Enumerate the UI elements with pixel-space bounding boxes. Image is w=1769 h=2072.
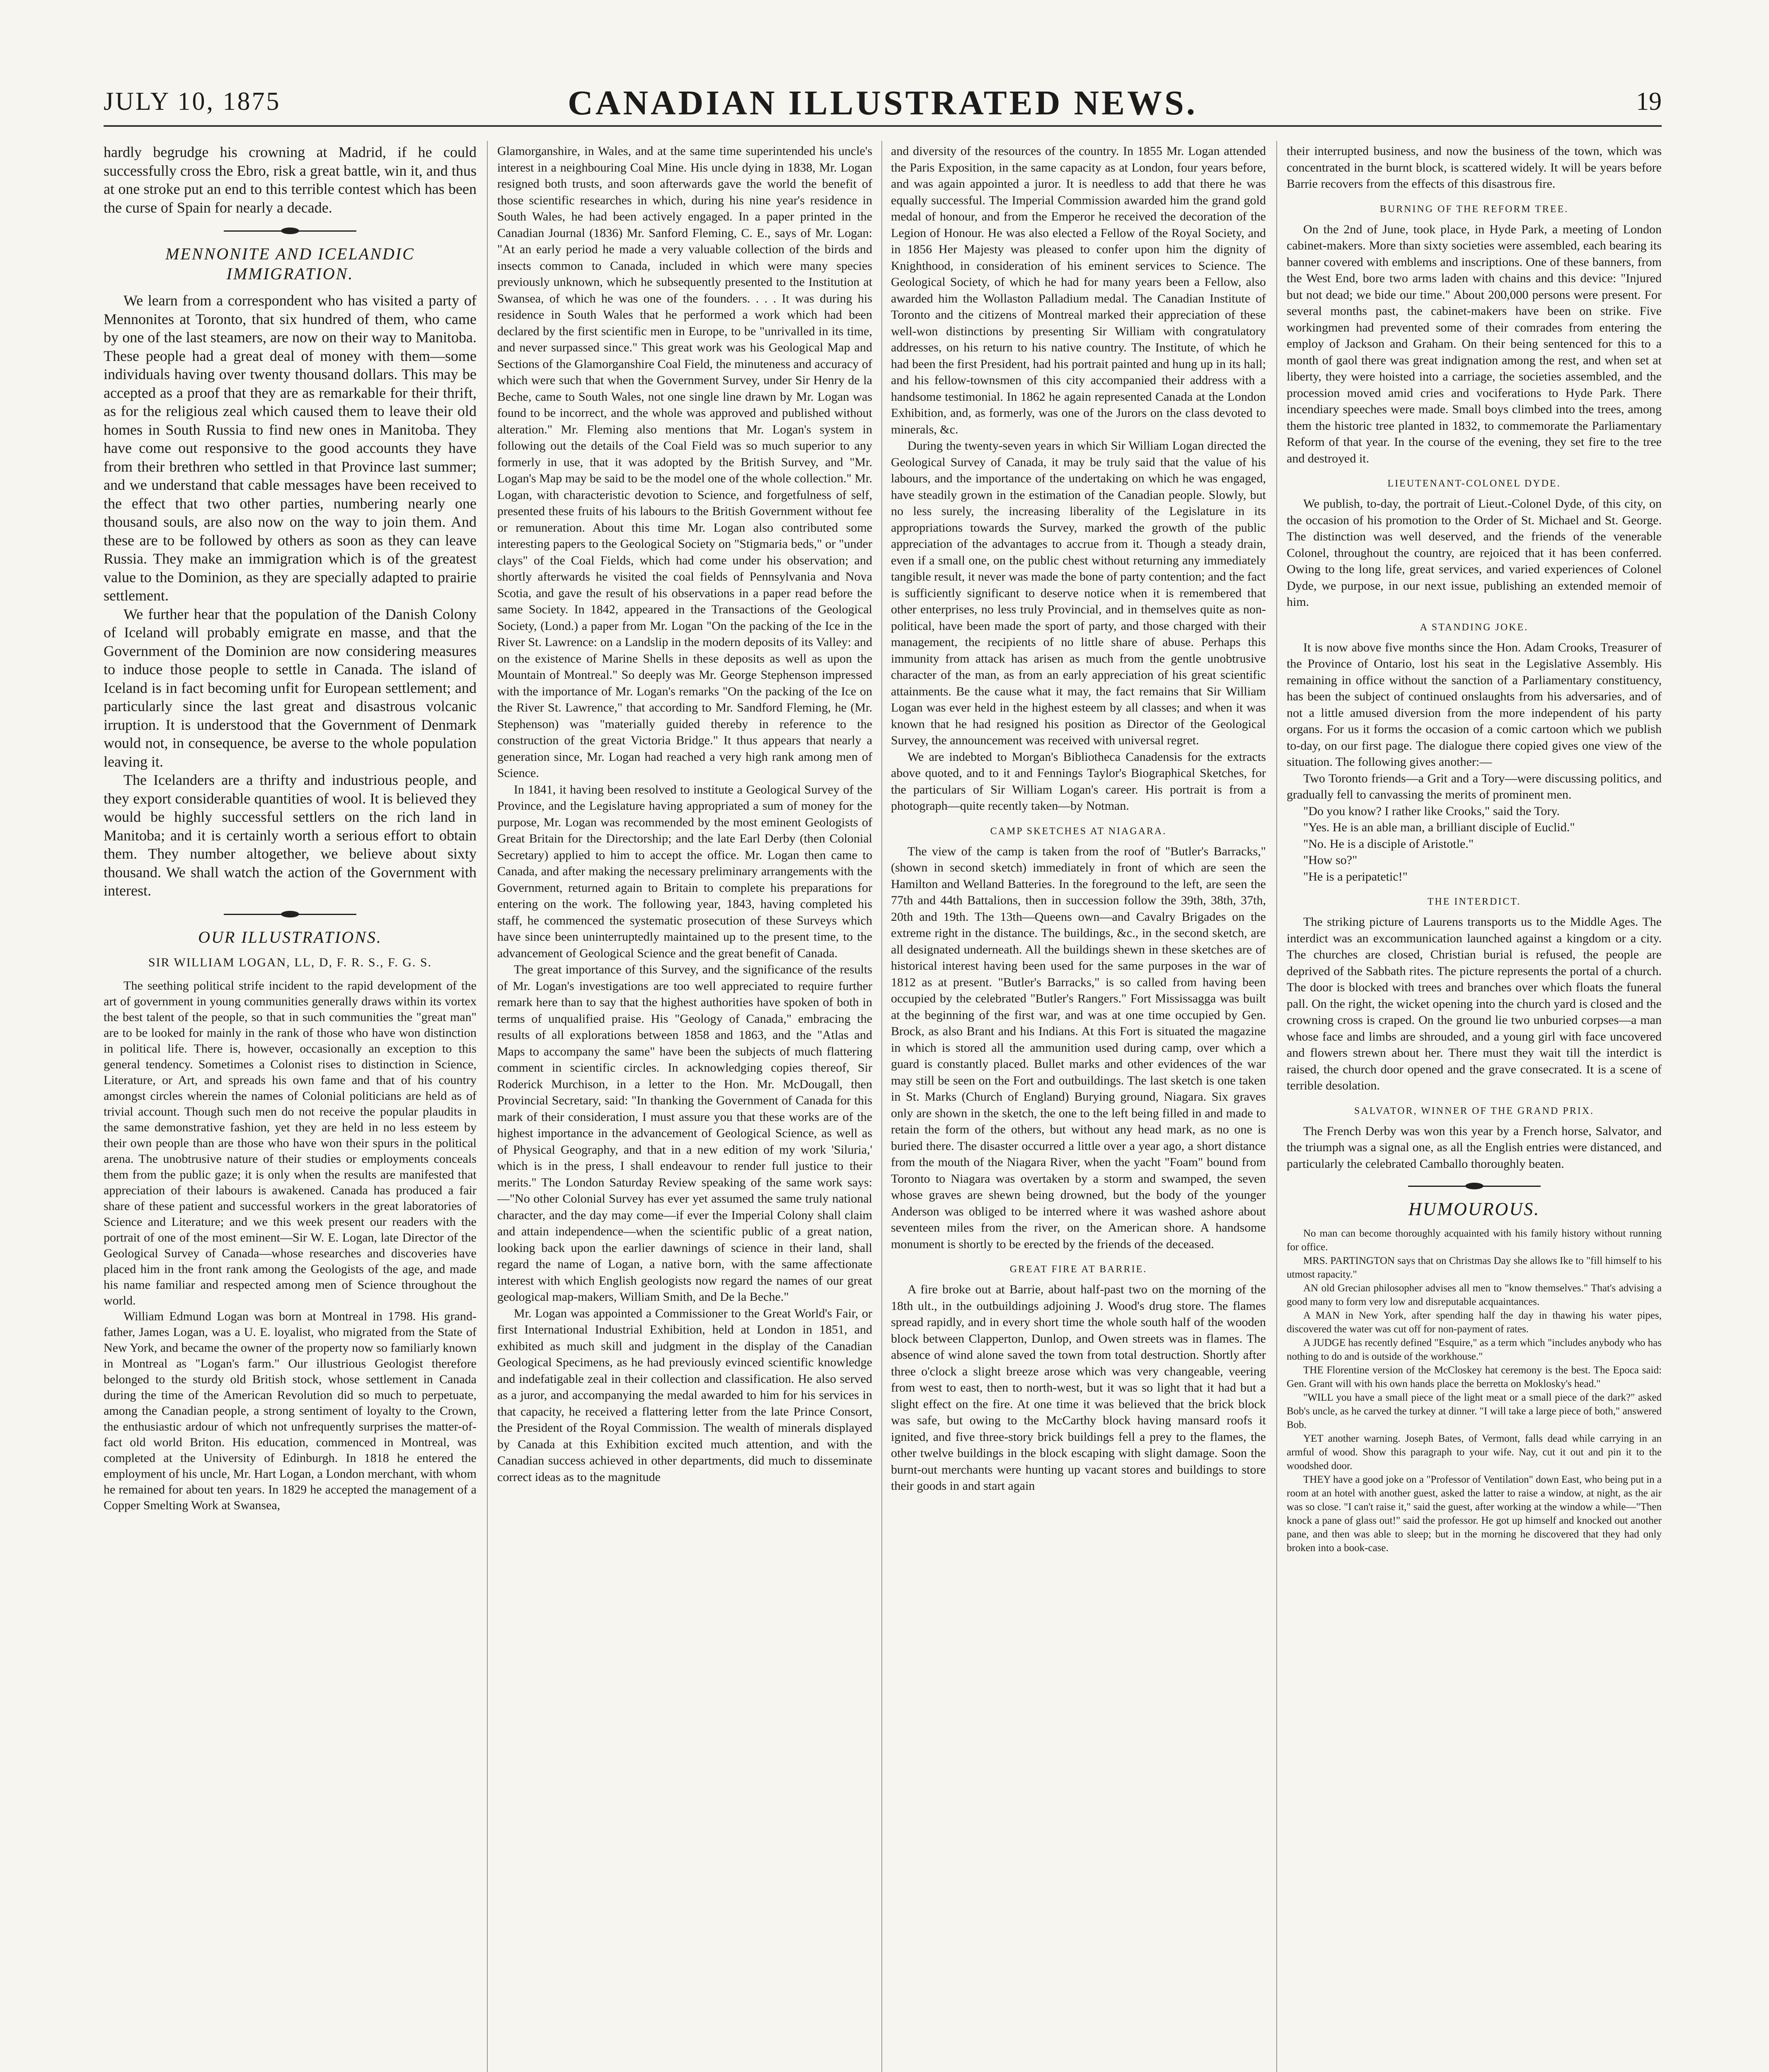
barrie-fire-heading: GREAT FIRE AT BARRIE. bbox=[1009, 1264, 1147, 1275]
paragraph: We publish, to-day, the portrait of Lieut.-Colonel Dyde, of this city, on the occasion of his promotion to the Order of St. Michael and St. George. The distinction was well deserved, and the friends of the venerable Colonel, throughout the country, are rejoiced that it has been conferred. Owing to the long life, great services, and varied experiences of Colonel Dyde, we purpose, in our next issue, publishing an extended memoir of him. bbox=[1287, 497, 1662, 609]
reform-tree-heading: BURNING OF THE REFORM TREE. bbox=[1379, 203, 1569, 215]
dialogue-line: "How so?" bbox=[1303, 853, 1358, 867]
paragraph: We are indebted to Morgan's Bibliotheca Canadensis for the extracts above quoted, and to it and Fennings Taylor's Biographical Sketches, for the particulars of Sir William Logan's career. His portrait is from a photograph—quite recently taken—by Notman. bbox=[891, 750, 1266, 813]
column-2 bbox=[497, 143, 872, 2072]
section-ornament bbox=[224, 228, 356, 234]
column-3 bbox=[891, 143, 1266, 2072]
paragraph: On the 2nd of June, took place, in Hyde Park, a meeting of London cabinet-makers. More than sixty societies were assembled, each bearing its banner covered with emblems and inscriptions. One of these banners, from the West End, bore two arms laden with chains and this device: "Injured but not dead; we bide our time." About 200,000 persons were present. For several months past, the cabinet-makers have been on strike. Five workingmen had prevented some of their comrades from entering the employ of Jackson and Graham. On their being sentenced for this to a month of gaol there was great indignation among the rest, and when set at liberty, they were hoisted into a carriage, the societies assembled, and the procession moved amid cries and vociferations to Hyde Park. There incendiary speeches were made. Small boys climbed into the trees, among them the historic tree planted in 1832, to commemorate the Parliamentary Reform of that year. In the course of the evening, they set fire to the tree and destroyed it. bbox=[1287, 222, 1662, 465]
humourous-heading: HUMOUROUS. bbox=[1408, 1199, 1540, 1219]
humour-item: THEY have a good joke on a "Professor of Ventilation" down East, who being put in a room at an hotel with another guest, asked the latter to raise a window, at night, as the air was so close. "I can't raise it," said the guest, after working at the window a while—"Then knock a pane of glass out!" said the professor. He got up himself and knocked out another pane, and then was able to sleep; but in the morning he discovered that they had only broken into a book-case. bbox=[1287, 1474, 1662, 1554]
page-number: 19 bbox=[1636, 87, 1662, 116]
paragraph: Two Toronto friends—a Grit and a Tory—were discussing politics, and gradually fell to canvassing the merits of prominent men. bbox=[1287, 771, 1662, 801]
dialogue-line: "Do you know? I rather like Crooks," said the Tory. bbox=[1303, 804, 1560, 818]
masthead-rule bbox=[104, 125, 1662, 127]
section-ornament bbox=[1408, 1183, 1541, 1189]
paragraph: William Edmund Logan was born at Montreal in 1798. His grand-father, James Logan, was a U. E. loyalist, who migrated from the State of New York, and became the owner of the property now so familiarly known in Montreal as "Logan's farm." Our illustrious Geologist therefore belonged to the sturdy old British stock, whose settlement in Canada during the time of the American Revolution did so much to perpetuate, among the Canadian people, a strong sentiment of loyalty to the Crown, the enthusiastic ardour of which not unfrequently surprises the matter-of-fact old world Briton. His education, commenced in Montreal, was completed at the University of Edinburgh. In 1818 he entered the employment of his uncle, Mr. Hart Logan, a London merchant, with whom he remained for about ten years. In 1829 he accepted the management of a Copper Smelting Work at Swansea, bbox=[104, 1309, 477, 1512]
paragraph: During the twenty-seven years in which Sir William Logan directed the Geological Survey of Canada, it may be truly said that the value of his labours, and the importance of the undertaking on which he was engaged, have steadily grown in the estimation of the Canadian people. Slowly, but no less surely, the increasing liberality of the Legislature in its appropriations towards the Survey, marked the growth of the public appreciation of the advantages to accrue from it. Though a steady drain, even if a small one, on the public chest without returning any immediately tangible result, it never was made the bone of party contention; and the fact is sufficiently significant to deserve notice when it is remembered that other enterprises, no less truly Provincial, and in themselves quite as non-political, have been made the sport of party, and those charged with their management, the recipients of no little share of abuse. Perhaps this immunity from attack has arisen as much from the gentle unobtrusive character of the man, as from an early appreciation of his great scientific attainments. Be the cause what it may, the fact remains that Sir William Logan was ever held in the highest esteem by all classes; and when it was known that he had resigned his position as Director of the Geological Survey, the announcement was received with universal regret. bbox=[891, 439, 1266, 747]
issue-date: JULY 10, 1875 bbox=[104, 87, 281, 116]
illustrations-heading: OUR ILLUSTRATIONS. bbox=[198, 927, 382, 946]
dyde-heading: LIEUTENANT-COLONEL DYDE. bbox=[1387, 478, 1561, 489]
paragraph: In 1841, it having been resolved to institute a Geological Survey of the Province, and the Legislature having appropriated a sum of money for the purpose, Mr. Logan was recommended by the most eminent Geologists of Great Britain for the Directorship; and the late Earl Derby (then Colonial Secretary) applied to him to accept the office. Mr. Logan then came to Canada, and after making the necessary preliminary arrangements with the Government, returned again to Britain to complete his preparations for entering on the work. The following year, 1843, having completed his staff, he commenced the systematic prosecution of these Surveys which have since been uninterruptedly maintained up to the present time, to the advancement of Geological Science and the great benefit of Canada. bbox=[497, 782, 872, 960]
paragraph: The Icelanders are a thrifty and industrious people, and they export considerable quantities of wool. It is believed they would be highly successful settlers on the rich land in Manitoba; and it is certainly worth a serious effort to obtain them. They number altogether, we believe about sixty thousand. We shall watch the action of the Government with interest. bbox=[104, 772, 477, 899]
dialogue-line: "He is a peripatetic!" bbox=[1303, 869, 1408, 884]
paragraph: Mr. Logan was appointed a Commissioner to the Great World's Fair, or first International Industrial Exhibition, held at London in 1851, and exhibited as much skill and judgment in the display of the Canadian Geological Specimens, as he had previously evinced scientific knowledge and indefatigable zeal in their collection and classification. He also served as a juror, and accompanying the medal awarded to him for his services in that capacity, he received a flattering letter from the late Prince Consort, the President of the Royal Commission. The wealth of minerals displayed by Canada at this Exhibition excited much attention, and with the Canadian success achieved in other departments, did much to disseminate correct ideas as to the magnitude bbox=[497, 1306, 872, 1484]
paragraph: A fire broke out at Barrie, about half-past two on the morning of the 18th ult., in the outbuildings adjoining J. Wood's drug store. The flames spread rapidly, and in every short time the whole south half of the wooden block between Clapperton, Dunlop, and Owen streets was in flames. The absence of wind alone saved the town from total destruction. Shortly after three o'clock a slight breeze arose which was very changeable, veering from west to east, then to north-west, but it was so light that it had but a slight effect on the fire. At one time it was believed that the brick block was safe, but owing to the McCarthy block having mansard roofs it ignited, and five three-story brick buildings fell a prey to the flames, the other twelve buildings in the block escaping with slight damage. Soon the burnt-out merchants were hunting up vacant stores and buildings to store their goods in and start again bbox=[891, 1283, 1266, 1493]
humour-item: AN old Grecian philosopher advises all men to "know themselves." That's advising a good many to form very low and disreputable acquaintances. bbox=[1287, 1283, 1662, 1307]
humour-item: THE Florentine version of the McCloskey hat ceremony is the best. The Epoca said: Gen. Grant will with his own hands place the berretta on Moklosky's head." bbox=[1287, 1365, 1662, 1389]
paragraph: The striking picture of Laurens transports us to the Middle Ages. The interdict was an excommunication launched against a kingdom or a city. The churches are closed, Christian burial is refused, the people are deprived of the Sabbath rites. The picture represents the portal of a church. The door is blocked with trees and branches over which floats the funeral pall. On the right, the wicket opening into the church yard is closed and the crowning cross is craped. On the ground lie two unburied corpses—a man whose face and limbs are shrouded, and a young girl with face uncovered and flowers strewn about her. There must they wait till the interdict is raised, the church door opened and the grave consecrated. It is a scene of terrible desolation. bbox=[1287, 915, 1662, 1092]
paragraph: The great importance of this Survey, and the significance of the results of Mr. Logan's investigations are too well appreciated to require further remark here than to say that the highest authorities have spoken of both in terms of unqualified praise. His "Geology of Canada," embracing the results of all explorations between 1858 and 1863, and the "Atlas and Maps to accompany the same" have been the subjects of much flattering comment in scientific circles. In acknowledging copies thereof, Sir Roderick Murchison, in a letter to the Hon. Mr. McDougall, then Provincial Secretary, said: "In thanking the Government of Canada for this mark of their consideration, I must assure you that these works are of the highest importance in the advancement of Geological Science, as well as of Physical Geography, and that in a new edition of my work 'Siluria,' which is in the press, I shall endeavour to render full justice to their merits." The London Saturday Review speaking of the same work says:—"No other Colonial Survey has ever yet assumed the same truly national character, and the day may come—if ever the Imperial Colony shall claim and attain independence—when the scientific public of a great nation, looking back upon the earlier dawnings of science in their land, shall regard the name of Logan, a native born, with the same affectionate interest with which English geologists now regard the names of our great geological map-makers, William Smith, and De la Beche." bbox=[497, 963, 872, 1304]
humour-item: "WILL you have a small piece of the light meat or a small piece of the dark?" asked Bob's uncle, as he carved the turkey at dinner. "I will take a large piece of both," answered Bob. bbox=[1287, 1392, 1662, 1431]
camp-sketches-heading: CAMP SKETCHES AT NIAGARA. bbox=[990, 825, 1167, 837]
column-4 bbox=[1287, 143, 1662, 2072]
salvator-heading: SALVATOR, WINNER OF THE GRAND PRIX. bbox=[1354, 1105, 1595, 1116]
standing-joke-heading: A STANDING JOKE. bbox=[1420, 622, 1529, 633]
interdict-heading: THE INTERDICT. bbox=[1427, 896, 1521, 907]
column-divider bbox=[1276, 141, 1277, 2072]
masthead bbox=[104, 79, 1662, 124]
paragraph: We learn from a correspondent who has visited a party of Mennonites at Toronto, that six hundred of them, who came by one of the last steamers, are now on their way to Manitoba. These people had a great deal of money with them—some individuals having over twenty thousand dollars. This may be accepted as a proof that they are as remarkable for their thrift, as for the religious zeal which caused them to leave their old homes in South Russia to find new ones in Manitoba. They have come out responsive to the good accounts they have from their brethren who settled in that Province last summer; and we understand that cable messages have been received to the effect that two other parties, numbering nearly one thousand souls, are also now on the way to join them. And these are to be followed by others as soon as they can leave Russia. They make an immigration which is of the greatest value to the Dominion, as they are specially adapted to prairie settlement. bbox=[104, 292, 477, 604]
logan-subheading: SIR WILLIAM LOGAN, LL, D, F. R. S., F. G. S. bbox=[148, 955, 432, 969]
newspaper-title: CANADIAN ILLUSTRATED NEWS. bbox=[568, 84, 1198, 122]
dialogue-line: "Yes. He is an able man, a brilliant disciple of Euclid." bbox=[1303, 821, 1575, 834]
paragraph: The seething political strife incident to the rapid development of the art of government in young communities generally draws within its vortex the best talent of the people, so that in such communities the "great man" are to be looked for mainly in the rank of those who have won distinction in political life. There is, however, occasionally an exception to this general tendency. Sometimes a Colonist rises to distinction in Science, Literature, or Art, and spreads his own fame and that of his country amongst circles wherein the names of Colonial politicians are held as of trivial account. Though such men do not receive the popular plaudits in the same demonstrative fashion, yet they are held in no less esteem by their own people than are those who have won their spurs in the political arena. The unobtrusive nature of their studies or employments conceals them from the public gaze; it is only when the results are manifested that appreciation of their labours is awakened. Canada has produced a fair share of these patient and successful workers in the great laboratories of Science and Literature; and we this week present our readers with the portrait of one of the most eminent—Sir W. E. Logan, late Director of the Geological Survey of Canada—whose researches and discoveries have placed him in the front rank among the Geologists of the age, and made his name familiar and respected among men of Science throughout the world. bbox=[104, 978, 477, 1307]
humour-item: MRS. PARTINGTON says that on Christmas Day she allows Ike to "fill himself to his utmost rapacity." bbox=[1287, 1255, 1662, 1280]
paragraph: and diversity of the resources of the country. In 1855 Mr. Logan attended the Paris Exposition, in the same capacity as at London, four years before, and was again appointed a juror. It is needless to add that there he was equally successful. The Imperial Commission awarded him the grand gold medal of honour, and from the Emperor he received the decoration of the Legion of Honour. He was also elected a Fellow of the Royal Society, and in 1856 Her Majesty was pleased to confer upon him the dignity of Knighthood, in consideration of his eminent services to Science. The Geological Society, of which he had for many years been a Fellow, also awarded him the Wollaston Palladium medal. The Canadian Institute of Toronto and the citizens of Montreal marked their appreciation of these well-won distinctions by presenting Sir William with congratulatory addresses, on his return to his native country. The Institute, of which he had been the first President, had his portrait painted and hung up in its hall; and his fellow-townsmen of this city accompanied their address with a handsome testimonial. In 1862 he again represented Canada at the London Exhibition, and, as formerly, was one of the Jurors on the class devoted to minerals, &c. bbox=[891, 144, 1266, 436]
column-divider bbox=[487, 141, 488, 2072]
dialogue-line: "No. He is a disciple of Aristotle." bbox=[1303, 837, 1474, 851]
column-1 bbox=[104, 143, 477, 2072]
paragraph: It is now above five months since the Hon. Adam Crooks, Treasurer of the Province of Ontario, lost his seat in the Legislative Assembly. His remaining in office without the sanction of a Parliamentary constituency, has been the subject of continued onslaughts from his adversaries, and of not a little amused diversion from the more independent of his party organs. For us it forms the occasion of a comic cartoon which we publish to-day, on our first page. The dialogue there copied gives one view of the situation. The following gives another:— bbox=[1287, 640, 1662, 769]
section-ornament bbox=[224, 911, 356, 917]
paragraph: We further hear that the population of the Danish Colony of Iceland will probably emigrate en masse, and that the Government of the Dominion are now considering measures to induce those people to settle in Canada. The island of Iceland is in fact becoming unfit for European settlement; and particularly since the last great and disastrous volcanic irruption. It is understood that the Government of Denmark would not, in consequence, be averse to the whole population leaving it. bbox=[104, 605, 477, 770]
humour-item: YET another warning. Joseph Bates, of Vermont, falls dead while carrying in an armful of wood. Show this paragraph to your wife. Nay, cut it out and pin it to the woodshed door. bbox=[1287, 1433, 1662, 1472]
humourous-section bbox=[1287, 1199, 1662, 1555]
mennonite-heading: MENNONITE AND ICELANDIC IMMIGRATION. bbox=[165, 244, 415, 283]
paragraph: The view of the camp is taken from the roof of "Butler's Barracks," (shown in second sketch) immediately in front of which are seen the Hamilton and Welland Batteries. In the foreground to the left, are seen the 77th and 44th Battalions, then in succession follow the 39th, 38th, 37th, 20th and 19th. The 13th—Queens own—and Cavalry Brigades on the extreme right in the distance. The buildings, &c., in the second sketch, are all designated underneath. All the buildings shewn in these sketches are of historical interest having been used for the same purposes in the war of 1812 as at present. "Butler's Barracks," is so called from having been occupied by the celebrated "Butler's Rangers." Fort Mississagga was built at the beginning of the first war, and was at one time occupied by Gen. Brock, as also Brant and his Indians. At this Fort is situated the magazine in which is stored all the ammunition used during camp, over which a guard is constantly placed. Bullet marks and other evidences of the war may still be seen on the Fort and outbuildings. The last sketch is one taken in St. Marks (Church of England) Burying ground, Niagara. Six graves only are shown in the sketch, the one to the left being filled in and made to retain the form of the others, but without any head mark, as no one is buried there. The disaster occurred a little over a year ago, a short distance from the mouth of the Niagara River, when the yacht "Foam" bound from Toronto to Niagara was overtaken by a storm and swamped, the seven whose graves are shewn being drowned, but the body of the younger Anderson was obliged to be interred where it was washed ashore about seventeen miles from the river, on the American shore. A handsome monument is shortly to be erected by the friends of the deceased. bbox=[891, 844, 1266, 1251]
paragraph: Glamorganshire, in Wales, and at the same time superintended his uncle's interest in a neighbouring Coal Mine. His uncle dying in 1838, Mr. Logan resigned both trusts, and soon afterwards gave the world the benefit of those scientific researches in which, during his nine year's residence in South Wales, he had been actively engaged. In a paper printed in the Canadian Journal (1836) Mr. Sanford Fleming, C. E., says of Mr. Logan: "At an early period he made a very valuable collection of the birds and insects common to Canada, included in which were many species previously unknown, which he subsequently presented to the Institution at Swansea, of which he was one of the founders. . . . It was during his residence in South Wales that he performed a work which had been declared by the first scientific men in Europe, to be "unrivalled in its time, and never surpassed since." This great work was his Geological Map and Sections of the Glamorganshire Coal Field, the minuteness and accuracy of which were such that when the Government Survey, under Sir Henry de la Beche, came to South Wales, not one single line drawn by Mr. Logan was found to be incorrect, and the whole was approved and published without alteration." Mr. Fleming also mentions that Mr. Logan's system in following out the details of the Coal Field was so much superior to any formerly in use, that it was adopted by the British Survey, and "Mr. Logan's Map may be said to be the model one of the whole collection." Mr. Logan, with characteristic devotion to Science, and forgetfulness of self, presented these fruits of his labours to the British Government without fee or remuneration. About this time Mr. Logan also contributed some interesting papers to the Geological Society on "Stigmaria beds," or "under clays" of the Coal Fields, which had come under his observation; and shortly afterwards he visited the coal fields of Pennsylvania and Nova Scotia, and gave the result of his observations in a paper read before the same Society. In 1842, appeared in the Transactions of the Geological Society, (Lond.) a paper from Mr. Logan "On the packing of the Ice in the River St. Lawrence: on a Landslip in the modern deposits of its Valley: and on the existence of Marine Shells in these deposits as well as upon the Mountain of Montreal." So deeply was Mr. George Stephenson impressed with the importance of Mr. Logan's remarks "On the packing of the Ice on the River St. Lawrence," that according to Mr. Sandford Fleming, he (Mr. Stephenson) was "materially guided thereby in reference to the construction of the great Victoria Bridge." It thus appears that nearly a generation since, Mr. Logan had reached a very high rank among men of Science. bbox=[497, 144, 872, 780]
column-divider bbox=[881, 141, 882, 2072]
humour-item: No man can become thoroughly acquainted with his family history without running for office. bbox=[1287, 1228, 1662, 1253]
paragraph: The French Derby was won this year by a French horse, Salvator, and the triumph was a signal one, as all the English entries were distanced, and particularly the celebrated Camballo thoroughly beaten. bbox=[1287, 1124, 1662, 1171]
humour-item: A JUDGE has recently defined "Esquire," as a term which "includes anybody who has nothing to do and is outside of the workhouse." bbox=[1287, 1337, 1662, 1362]
article-continuation: hardly begrudge his crowning at Madrid, if he could successfully cross the Ebro, risk a great battle, win it, and thus at one stroke put an end to this terrible contest which has been the curse of Spain for nearly a decade. bbox=[104, 144, 477, 216]
humour-item: A MAN in New York, after spending half the day in thawing his water pipes, discovered the water was cut off for non-payment of rates. bbox=[1287, 1310, 1662, 1335]
paragraph: their interrupted business, and now the business of the town, which was concentrated in the burnt block, is scattered widely. It will be years before Barrie recovers from the effects of this disastrous fire. bbox=[1287, 144, 1662, 191]
